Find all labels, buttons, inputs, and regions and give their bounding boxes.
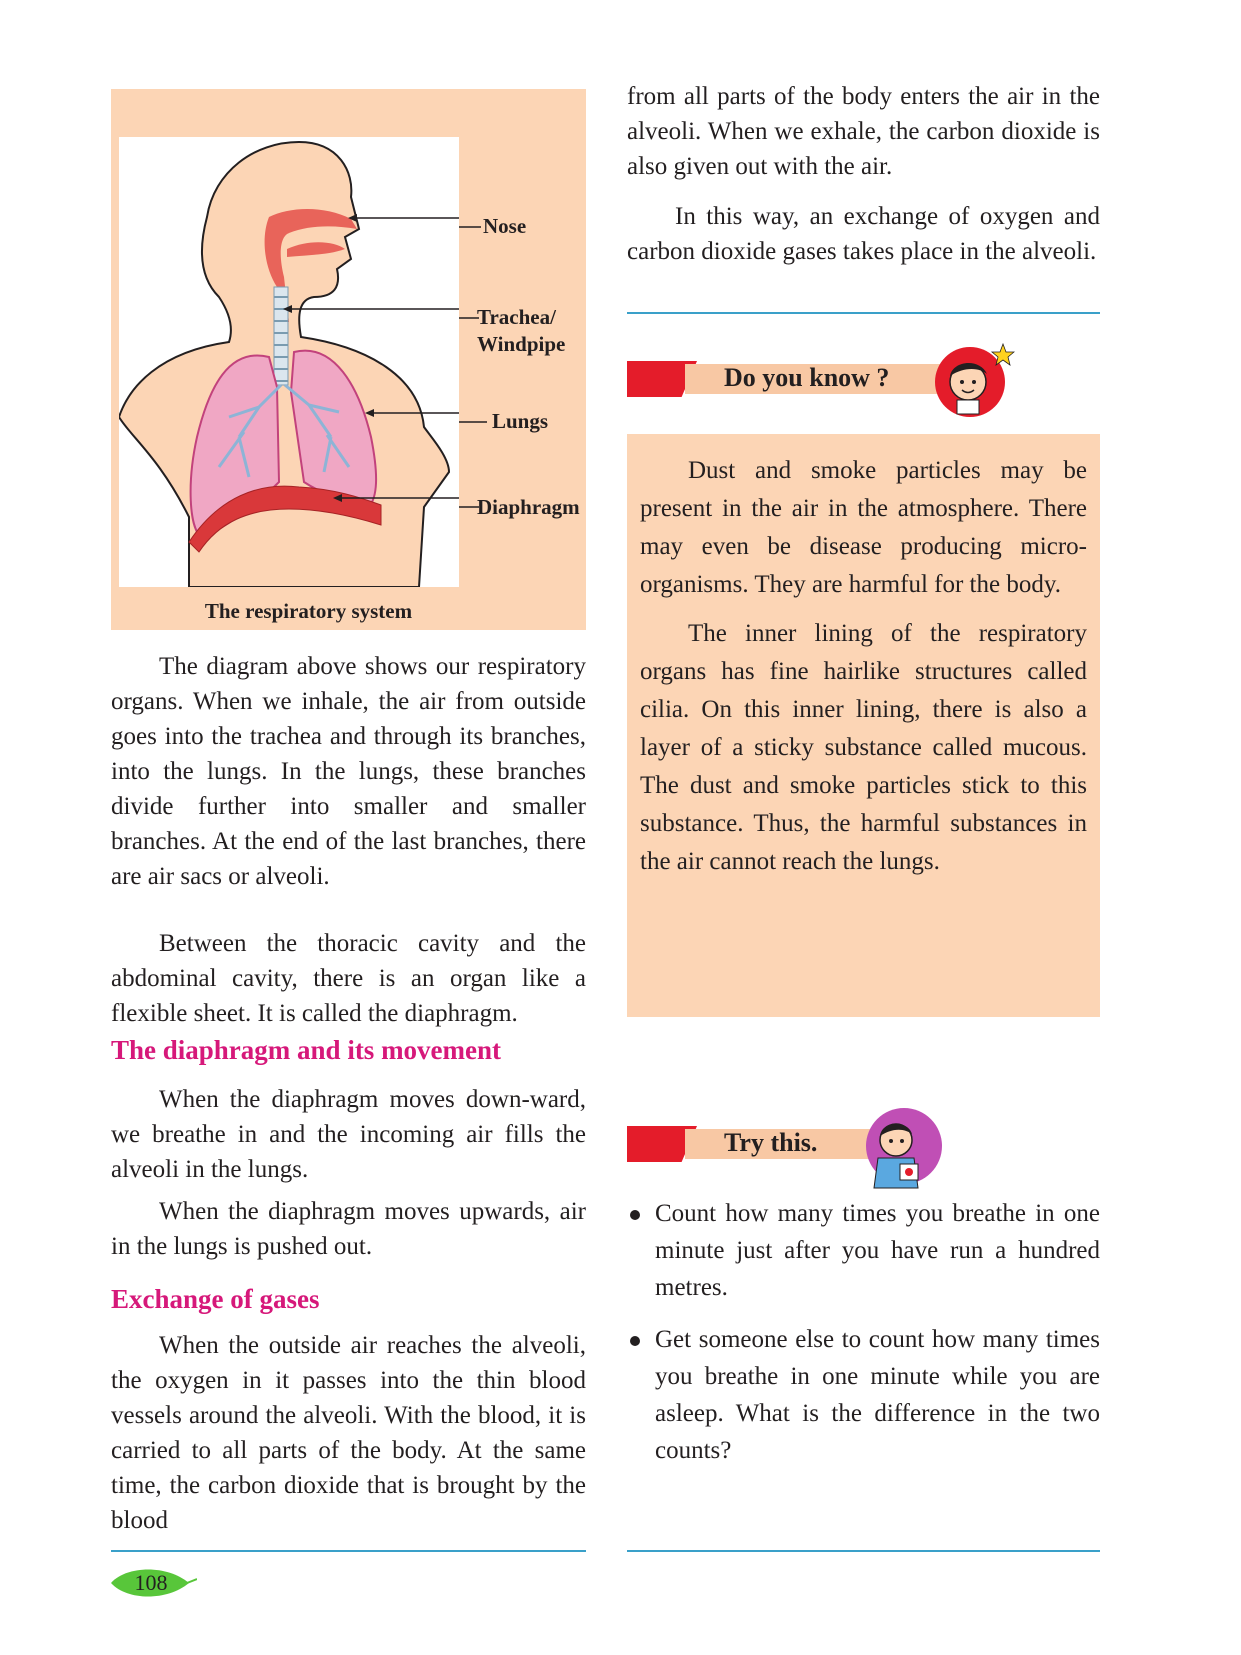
heading-exchange-of-gases: Exchange of gases <box>111 1284 320 1314</box>
bullet-dot <box>630 1210 640 1220</box>
diaphragm-paragraph: Between the thoracic cavity and the abdominal cavity, there is an organ like a flexible sheet. It is called the diaphragm. <box>111 930 586 1027</box>
try-this-title: Try this. <box>724 1128 818 1157</box>
try-this-bullet-2 <box>627 1321 1100 1469</box>
bullet-dot <box>630 1336 640 1346</box>
try-this-bullet-1 <box>627 1195 1100 1306</box>
page-number-leaf <box>111 1564 197 1602</box>
try-this-bullet-1-text: Count how many times you breathe in one minute just after you have run a hundred metres. <box>655 1200 1100 1301</box>
left-bottom-rule <box>111 1550 586 1552</box>
respiratory-illustration <box>119 137 459 587</box>
diaphragm-down-paragraph: When the diaphragm moves down-ward, we breathe in and the incoming air fills the alveoli in the lungs. <box>111 1086 586 1183</box>
do-you-know-box <box>627 434 1100 1017</box>
exchange-summary-paragraph: In this way, an exchange of oxygen and carbon dioxide gases takes place in the alveoli. <box>627 203 1100 265</box>
do-you-know-paragraph-1: Dust and smoke particles may be present in the air in the atmosphere. There may even be disease producing micro-organisms. They are harmful for the body. <box>640 457 1087 598</box>
pointer-extensions <box>459 217 489 537</box>
do-you-know-title: Do you know ? <box>724 363 890 392</box>
right-top-rule <box>627 312 1100 314</box>
label-trachea-line1: Trachea/ <box>477 305 556 329</box>
continued-paragraph: from all parts of the body enters the air in the alveoli. When we exhale, the carbon dioxide is also given out with the air. <box>627 83 1100 180</box>
try-this-bullet-2-text: Get someone else to count how many times you breathe in one minute while you are asleep. What is the difference in the two counts? <box>655 1326 1100 1464</box>
right-bottom-rule <box>627 1550 1100 1552</box>
do-you-know-paragraph-2: The inner lining of the respiratory organs has fine hairlike structures called cilia. On this inner lining, there is also a layer of a sticky substance called mucous. The dust and smoke particles stick to this substance. Thus, the harmful substances in the air cannot reach the lungs. <box>640 620 1087 875</box>
exchange-paragraph: When the outside air reaches the alveoli, the oxygen in it passes into the thin blood vessels around the alveoli. With the blood, it is carried to all parts of the body. At the same time, the carbon dioxide that is brought by the blood <box>111 1332 586 1534</box>
intro-paragraph: The diagram above shows our respiratory organs. When we inhale, the air from outside goes into the trachea and through its branches, into the lungs. In the lungs, these branches divide further into smaller and smaller branches. At the end of the last branches, there are air sacs or alveoli. <box>111 653 586 890</box>
label-lungs: Lungs <box>492 409 549 433</box>
respiratory-system-figure <box>111 89 586 630</box>
boy-experiment-icon <box>856 1108 946 1194</box>
label-trachea-line2: Windpipe <box>477 332 566 356</box>
figure-caption: The respiratory system <box>204 599 413 623</box>
diaphragm-up-paragraph: When the diaphragm moves upwards, air in the lungs is pushed out. <box>111 1198 586 1260</box>
label-nose: Nose <box>483 214 527 238</box>
heading-diaphragm-movement: The diaphragm and its movement <box>111 1035 502 1065</box>
respiratory-diagram <box>119 137 459 587</box>
label-diaphragm: Diaphragm <box>477 495 580 519</box>
boy-thinking-icon <box>925 342 1015 420</box>
page-number: 108 <box>134 1570 168 1595</box>
